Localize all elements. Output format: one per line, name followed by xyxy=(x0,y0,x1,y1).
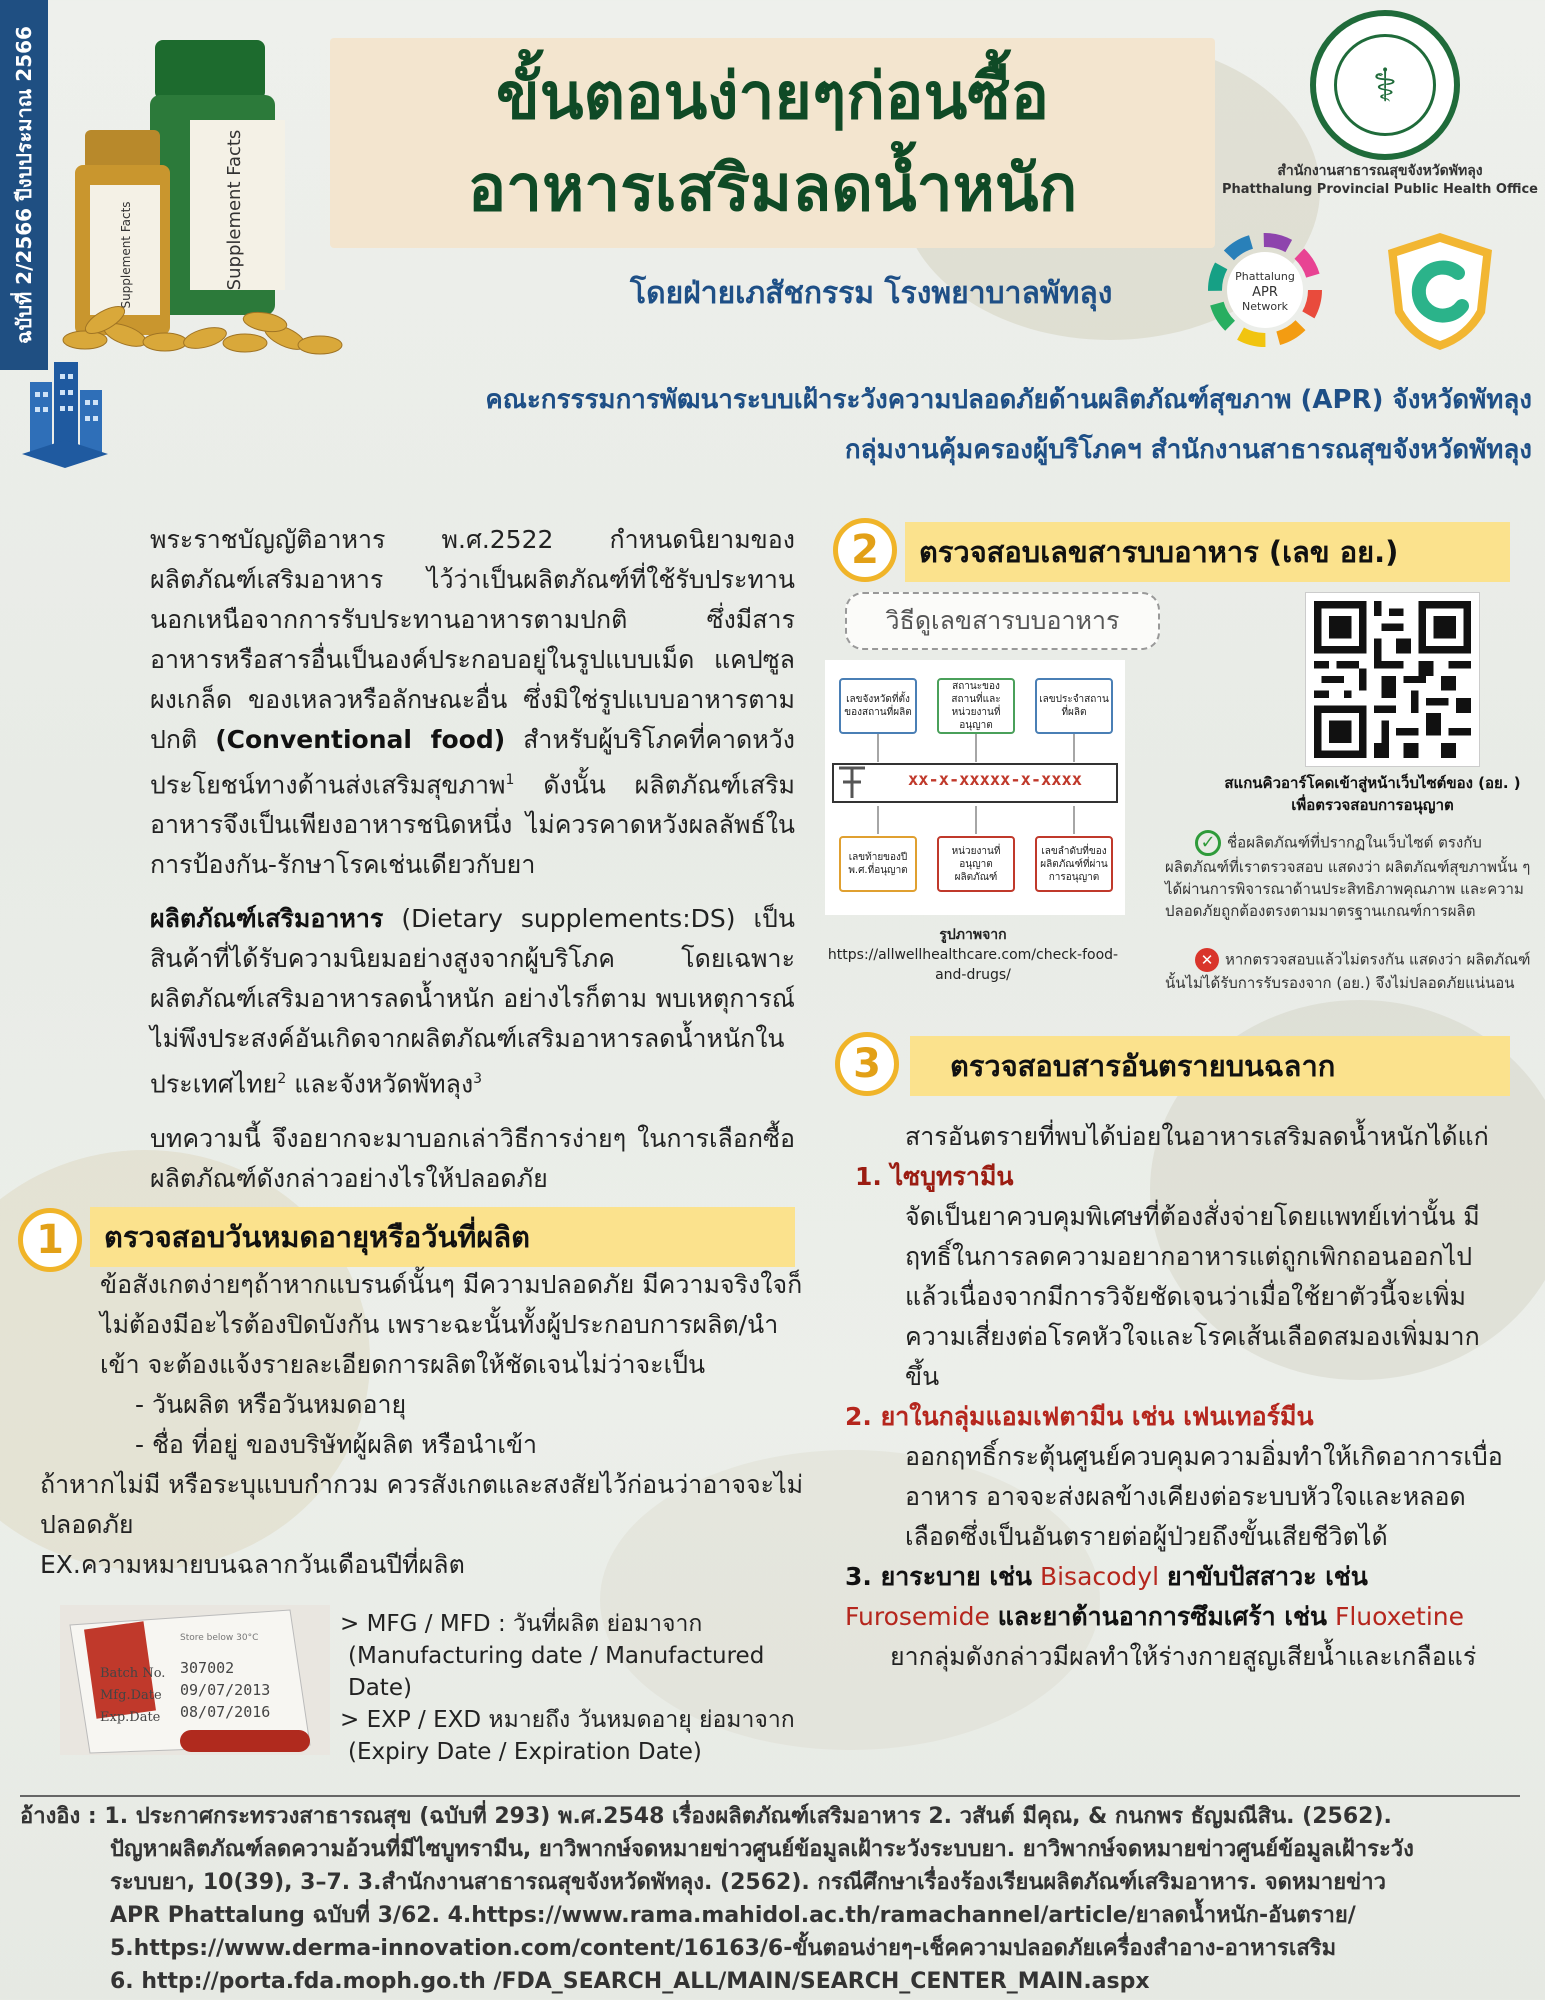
section-1-example: EX.ความหมายบนฉลากวันเดือนปีที่ผลิต xyxy=(40,1550,465,1579)
section-1-p2: ถ้าหากไม่มี หรือระบุแบบกำกวม ควรสังเกตและสงสัยไว้ก่อนว่าอาจจะไม่ปลอดภัย xyxy=(40,1470,804,1539)
photo-store-text: Store below 30°C xyxy=(180,1633,259,1643)
diagram-credit xyxy=(823,925,1123,985)
diagram-box-top-3: เลขประจำสถานที่ผลิต xyxy=(1035,678,1113,734)
hazard-2-heading: 2. ยาในกลุ่มแอมเฟตามีน เช่น เฟนเทอร์มีน xyxy=(845,1402,1314,1431)
intro-p2-en: (Dietary supplements:DS) xyxy=(401,904,736,934)
svg-text:Supplement Facts: Supplement Facts xyxy=(119,201,133,309)
section-1-p1: ข้อสังเกตง่ายๆถ้าหากแบรนด์นั้นๆ มีความปลอดภัย มีความจริงใจก็ไม่ต้องมีอะไรต้องปิดบังกัน เพราะฉะนั้นทั้งผู้ประกอบการผลิต/นำเข้า จะต้องแจ้งรายละเอียดการผลิตให้ชัดเจนไม่ว่าจะเป็น xyxy=(100,1270,803,1379)
qr-caption-line-1: สแกนคิวอาร์โคดเข้าสู่หน้าเว็บไซต์ของ (อย. ) xyxy=(1224,774,1521,792)
committee-line-2: กลุ่มงานคุ้มครองผู้บริโภคฯ สำนักงานสาธารณสุขจังหวัดพัทลุง xyxy=(844,435,1532,465)
intro-p1-c: ดังนั้น ผลิตภัณฑ์เสริมอาหารจึงเป็นเพียงอาหารชนิดหนึ่ง ไม่ควรคาดหวังผลลัพธ์ในการป้องกัน-รักษาโรคเช่นเดียวกับยา xyxy=(150,770,795,880)
supplement-bottles-illustration xyxy=(55,40,345,360)
intro-p2-b: เป็นสินค้าที่ได้รับความนิยมอย่างสูงจากผู้บริโภค โดยเฉพาะผลิตภัณฑ์เสริมอาหารลดน้ำหนัก อย่างไรก็ตาม พบเหตุการณ์ไม่พึงประสงค์อันเกิดจากผลิตภัณฑ์เสริมอาหารลดน้ำหนักในประเทศไทย xyxy=(150,904,796,1099)
check-icon: ✓ xyxy=(1195,830,1221,856)
diagram-box-bottom-2: หน่วยงานที่อนุญาตผลิตภัณฑ์ xyxy=(937,836,1015,892)
mfg-line-a: > MFG / MFD : วันที่ผลิต ย่อมาจาก xyxy=(340,1611,703,1637)
photo-exp: 08/07/2016 xyxy=(180,1703,271,1721)
page-title-line-1: ขั้นตอนง่ายๆก่อนซื้อ xyxy=(495,60,1050,134)
diagram-box-top-1: เลขจังหวัดที่ตั้งของสถานที่ผลิต xyxy=(839,678,917,734)
reference-line-3: ระบบยา, 10(39), 3–7. 3.สำนักงานสาธารณสุขจังหวัดพัทลุง. (2562). กรณีศึกษาเรื่องร้องเรียนผลิตภัณฑ์เสริมอาหาร. จดหมายข่าว xyxy=(110,1870,1386,1895)
section-3-intro: สารอันตรายที่พบได้บ่อยในอาหารเสริมลดน้ำหนักได้แก่ xyxy=(905,1122,1489,1151)
intro-p2-c: และจังหวัดพัทลุง xyxy=(294,1069,474,1099)
title-box xyxy=(330,38,1215,248)
food-number-diagram xyxy=(825,660,1125,915)
exp-line-a: > EXP / EXD หมายถึง วันหมดอายุ ย่อมาจาก xyxy=(340,1707,795,1733)
office-name-en: Phatthalung Provincial Public Health Office xyxy=(1221,182,1538,197)
committee-line-1: คณะกรรรมการพัฒนาระบบเฝ้าระวังความปลอดภัยด้านผลิตภัณฑ์สุขภาพ (APR) จังหวัดพัทลุง xyxy=(485,385,1532,415)
qr-caption xyxy=(1200,772,1545,816)
apr-logo-line2: APR xyxy=(1252,285,1278,300)
issue-band xyxy=(0,0,48,370)
footnote-2: 2 xyxy=(277,1071,287,1088)
qr-code[interactable] xyxy=(1305,592,1480,767)
approved-note xyxy=(1165,830,1540,922)
mfg-line-b: (Manufacturing date / Manufactured Date) xyxy=(348,1643,765,1701)
section-3-body xyxy=(845,1117,1510,1677)
issue-label: ฉบับที่ 2/2566 ปีงบประมาณ 2566 xyxy=(12,26,36,344)
hazard-3-a: 3. ยาระบาย เช่น xyxy=(845,1562,1032,1591)
hazard-3-body: ยากลุ่มดังกล่าวมีผลทำให้ร่างกายสูญเสียน้ำและเกลือแร่ xyxy=(890,1642,1477,1671)
exp-line-b: (Expiry Date / Expiration Date) xyxy=(348,1739,702,1765)
reference-divider xyxy=(20,1795,1520,1797)
page-title-line-2: อาหารเสริมลดน้ำหนัก xyxy=(467,152,1078,226)
howto-label: วิธีดูเลขสารบบอาหาร xyxy=(845,592,1160,650)
reference-line-2: ปัญหาผลิตภัณฑ์ลดความอ้วนที่มีไซบูทรามีน, ยาวิพากษ์จดหมายข่าวศูนย์ข้อมูลเฝ้าระวังระบบยา. ยาวิพากษ์จดหมายข่าวศูนย์ข้อมูลเฝ้าระวัง xyxy=(110,1837,1414,1862)
intro-paragraph-1 xyxy=(50,520,795,885)
section-2-title: ตรวจสอบเลขสารบบอาหาร (เลข อย.) xyxy=(905,522,1510,582)
section-1-item-1: - วันผลิต หรือวันหมดอายุ xyxy=(135,1390,407,1419)
intro-text xyxy=(50,520,795,1199)
shield-logo xyxy=(1380,228,1500,353)
committee-heading xyxy=(140,375,1532,475)
photo-batch-label: Batch No. xyxy=(100,1666,166,1681)
hazard-3-f: Fluoxetine xyxy=(1334,1602,1465,1631)
building-icon xyxy=(20,362,110,472)
reference-line-5[interactable]: 5.https://www.derma-innovation.com/content/16163/6-ขั้นตอนง่ายๆ-เช็คความปลอดภัยเครื่องสำอาง-อาหารเสริม xyxy=(110,1936,1337,1961)
credit-url[interactable]: https://allwellhealthcare.com/check-food-and-drugs/ xyxy=(827,947,1119,983)
section-1-title: ตรวจสอบวันหมดอายุหรือวันที่ผลิต xyxy=(90,1207,795,1267)
diagram-code: xx-x-xxxxx-x-xxxx xyxy=(908,770,1082,790)
qr-code-image xyxy=(1314,601,1471,758)
intro-paragraph-3: บทความนี้ จึงอยากจะมาบอกเล่าวิธีการง่ายๆ ในการเลือกซื้อผลิตภัณฑ์ดังกล่าวอย่างไรให้ปลอดภัย xyxy=(150,1123,795,1193)
hazard-3-c: ยาขับปัสสาวะ เช่น xyxy=(1167,1562,1368,1591)
credit-label: รูปภาพจาก xyxy=(939,927,1007,943)
diagram-box-bottom-1: เลขท้ายของปี พ.ศ.ที่อนุญาต xyxy=(839,836,917,892)
photo-exp-label: Exp.Date xyxy=(100,1710,161,1725)
reference-line-4[interactable]: APR Phattalung ฉบับที่ 3/62. 4.https://www.rama.mahidol.ac.th/ramachannel/article/ยาลดน้ำหนัก-อันตราย/ xyxy=(110,1903,1356,1928)
reference-line-1: อ้างอิง : 1. ประกาศกระทรวงสาธารณสุข (ฉบับที่ 293) พ.ศ.2548 เรื่องผลิตภัณฑ์เสริมอาหาร 2. วสันต์ มีคุณ, & กนกพร ธัญมณีสิน. (2562). xyxy=(20,1804,1392,1829)
hazard-1-body: จัดเป็นยาควบคุมพิเศษที่ต้องสั่งจ่ายโดยแพทย์เท่านั้น มีฤทธิ์ในการลดความอยากอาหารแต่ถูกเพิกถอนออกไปแล้วเนื่องจากมีการวิจัยชัดเจนว่าเมื่อใช้ยาตัวนี้จะเพิ่มความเสี่ยงต่อโรคหัวใจและโรคเส้นเลือดสมองเพิ่มมากขึ้น xyxy=(905,1202,1480,1391)
apr-logo-line3: Network xyxy=(1242,300,1288,313)
hazard-1-heading: 1. ไซบูทรามีน xyxy=(855,1162,1014,1191)
svg-text:Supplement Facts: Supplement Facts xyxy=(224,129,245,291)
hazard-2-body: ออกฤทธิ์กระตุ้นศูนย์ควบคุมความอิ่มทำให้เกิดอาการเบื่ออาหาร อาจจะส่งผลข้างเคียงต่อระบบหัวใจและหลอดเลือดซึ่งเป็นอันตรายต่อผู้ป่วยถึงขั้นเสียชีวิตได้ xyxy=(905,1442,1503,1551)
section-1-body xyxy=(40,1265,815,1585)
hazard-3-d: Furosemide xyxy=(845,1602,990,1631)
not-approved-note xyxy=(1165,948,1540,994)
intro-p1-b: สำหรับผู้บริโภคที่คาดหวังประโยชน์ทางด้านส่งเสริมสุขภาพ xyxy=(150,725,795,800)
intro-paragraph-2 xyxy=(50,899,795,1104)
section-1-item-2: - ชื่อ ที่อยู่ ของบริษัทผู้ผลิต หรือนำเข้า xyxy=(135,1430,538,1459)
apr-network-logo xyxy=(1205,230,1325,350)
hazard-3-heading xyxy=(845,1557,1510,1637)
photo-batch: 307002 xyxy=(180,1659,235,1677)
section-1-badge: 1 xyxy=(18,1208,82,1272)
caduceus-icon: ⚕ xyxy=(1334,34,1436,136)
intro-p2-a: ผลิตภัณฑ์เสริมอาหาร xyxy=(150,904,384,934)
footnote-3: 3 xyxy=(473,1071,483,1088)
diagram-box-bottom-3: เลขลำดับที่ของผลิตภัณฑ์ที่ผ่านการอนุญาต xyxy=(1035,836,1113,892)
label-photo xyxy=(60,1605,330,1755)
approved-note-text: ชื่อผลิตภัณฑ์ที่ปรากฏในเว็บไซต์ ตรงกับผลิตภัณฑ์ที่เราตรวจสอบ แสดงว่า ผลิตภัณฑ์สุขภาพนั้น ๆ ได้ผ่านการพิจารณาด้านประสิทธิภาพคุณภาพ และความปลอดภัยถูกต้องตรงตามมาตรฐานเกณฑ์การผลิต xyxy=(1165,833,1531,920)
section-3-badge: 3 xyxy=(835,1032,899,1096)
byline: โดยฝ่ายเภสัชกรรม โรงพยาบาลพัทลุง xyxy=(630,276,1113,311)
footnote-1: 1 xyxy=(505,772,515,788)
reference-line-6[interactable]: 6. http://porta.fda.moph.go.th /FDA_SEARCH_ALL/MAIN/SEARCH_CENTER_MAIN.aspx xyxy=(110,1969,1150,1994)
intro-p1-en: (Conventional food) xyxy=(215,725,506,754)
hazard-3-b: Bisacodyl xyxy=(1039,1562,1160,1591)
not-approved-note-text: หากตรวจสอบแล้วไม่ตรงกัน แสดงว่า ผลิตภัณฑ์นั้นไม่ได้รับการรับรองจาก (อย.) จึงไม่ปลอดภัยแน่นอน xyxy=(1165,950,1531,992)
diagram-box-top-2: สถานะของสถานที่และหน่วยงานที่อนุญาต xyxy=(937,678,1015,734)
office-name-th: สำนักงานสาธารณสุขจังหวัดพัทลุง xyxy=(1277,163,1483,179)
photo-mfg: 09/07/2013 xyxy=(180,1681,271,1699)
section-3-title: ตรวจสอบสารอันตรายบนฉลาก xyxy=(910,1036,1510,1096)
mfg-exp-explanation xyxy=(340,1608,830,1768)
moph-logo xyxy=(1310,10,1460,160)
apr-logo-line1: Phattalung xyxy=(1235,270,1295,283)
qr-caption-line-2: เพื่อตรวจสอบการอนุญาต xyxy=(1291,796,1454,814)
intro-p1-text: พระราชบัญญัติอาหาร พ.ศ.2522 กำหนดนิยามของผลิตภัณฑ์เสริมอาหาร ไว้ว่าเป็นผลิตภัณฑ์ที่ใช้รับประทานนอกเหนือจากการรับประทานอาหารตามปกติ ซึ่งมีสารอาหารหรือสารอื่นเป็นองค์ประกอบอยู่ในรูปแบบเม็ด แคปซูล ผงเกล็ด ของเหลวหรือลักษณะอื่น ซึ่งมิใช่รูปแบบอาหารตามปกติ xyxy=(150,525,795,754)
photo-mfg-label: Mfg.Date xyxy=(100,1688,162,1703)
x-icon: ✕ xyxy=(1195,948,1219,972)
hazard-3-e: และยาต้านอาการซึมเศร้า เช่น xyxy=(997,1602,1327,1631)
references xyxy=(20,1800,1525,1998)
section-2-badge: 2 xyxy=(833,518,897,582)
